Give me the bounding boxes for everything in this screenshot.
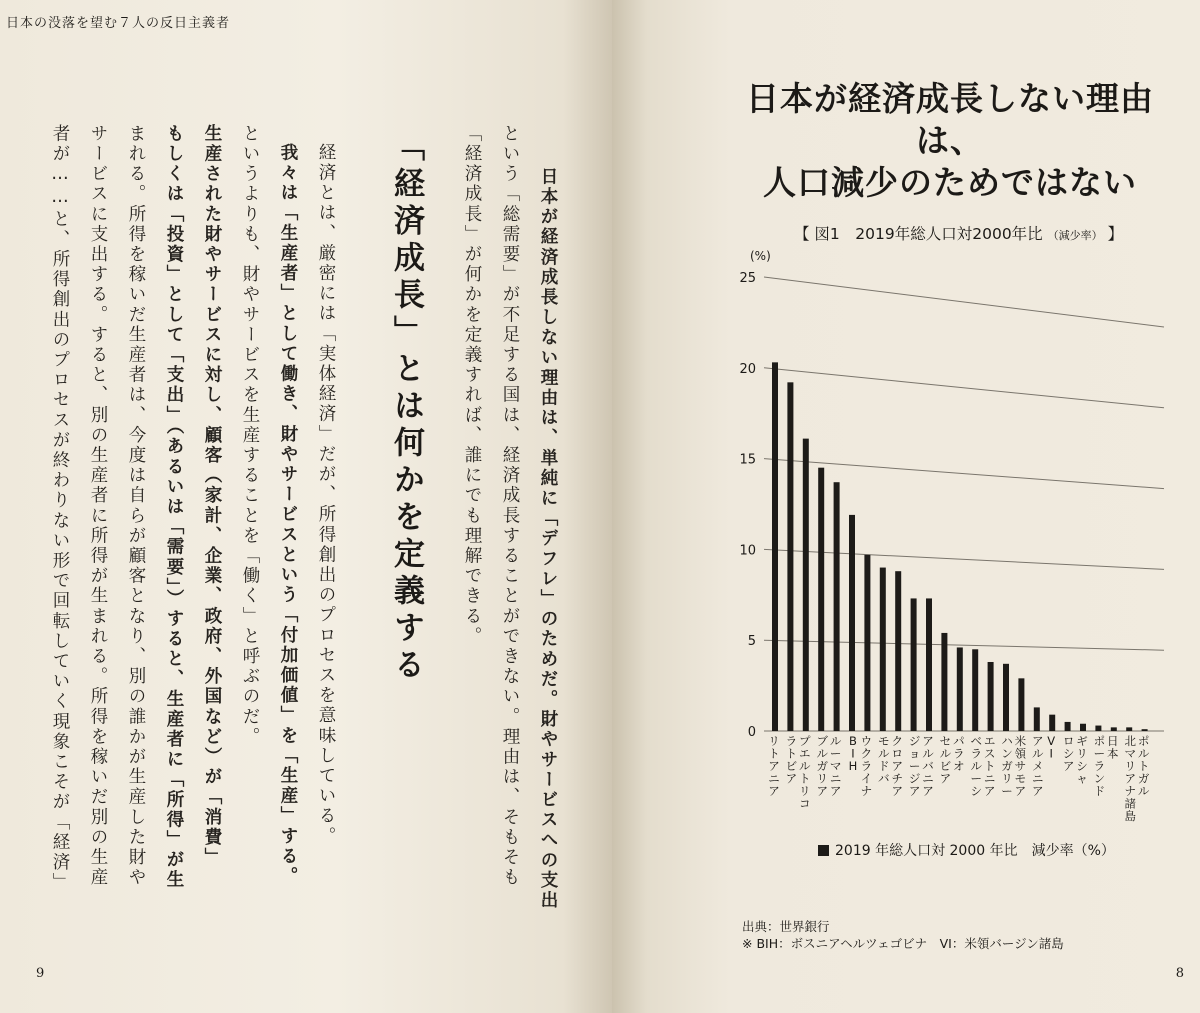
section-heading: 「経済成長」とは何かを定義する [388, 130, 424, 685]
gridline [764, 277, 1164, 327]
bar [880, 568, 886, 731]
abbreviation-note: ※ BIH：ボスニアヘルツェゴビナ VI：米領バージン諸島 [742, 936, 1064, 951]
x-tick-label: ポルトガル [1137, 734, 1150, 798]
right-page [612, 0, 1200, 1013]
body-line-6: というよりも、財やサービスを生産することを「働く」と呼ぶのだ。 [240, 124, 260, 748]
x-tick-label: ブルガリア [816, 734, 828, 798]
x-tick-label: B I H [848, 734, 858, 773]
y-axis-unit: (%) [750, 249, 771, 263]
legend-label: 2019 年総人口対 2000 年比 減少率（%） [835, 843, 1115, 859]
x-tick-label: アルメニア [1032, 734, 1044, 798]
x-tick-label: ギリシャ [1076, 734, 1088, 786]
body-line-5: 我々は「生産者」として働き、財やサービスという「付加価値」を「生産」する。 [278, 143, 298, 887]
chart-legend [818, 840, 1115, 860]
bar [1095, 726, 1101, 731]
body-line-1: 日本が経済成長しない理由は、単純に「デフレ」のためだ。財やサービスへの支出 [538, 167, 558, 911]
running-head: 日本の没落を望む７人の反日主義者 [6, 16, 231, 31]
bar [803, 439, 809, 731]
legend-swatch [818, 845, 829, 856]
chart-title-line-1: 日本が経済成長しない理由は、 [746, 79, 1154, 160]
y-tick-label: 20 [739, 361, 756, 377]
x-tick-label: ウクライナ [860, 734, 873, 798]
bar [957, 647, 963, 731]
bar [1049, 715, 1055, 731]
bar [1034, 707, 1040, 731]
bar [988, 662, 994, 731]
x-tick-label: モルドバ [878, 734, 890, 786]
y-tick-label: 0 [747, 725, 756, 740]
body-line-11: 者が……と、所得創出のプロセスが終わりない形で回転していく現象こそが「経済」 [50, 124, 70, 893]
bar [1111, 727, 1117, 731]
figure-label-text: 【 図1 2019年総人口対2000年比 [794, 225, 1043, 243]
y-tick-label: 15 [739, 452, 756, 468]
x-tick-label: V I [1047, 734, 1056, 761]
source-note: 出典：世界銀行 [742, 919, 830, 934]
x-tick-label: ラトビア [785, 734, 798, 786]
bar [1065, 722, 1071, 731]
bar [972, 649, 978, 731]
page-number-right: 8 [1175, 966, 1184, 981]
body-line-3: 「経済成長」が何かを定義すれば、誰にでも理解できる。 [462, 124, 482, 647]
x-tick-label: 北マリアナ諸島 [1124, 734, 1136, 823]
body-line-4: 経済とは、厳密には「実体経済」だが、所得創出のプロセスを意味している。 [316, 143, 336, 847]
bar [787, 382, 793, 731]
x-tick-label: ジョージア [908, 734, 921, 798]
x-tick-label: リトアニア [768, 734, 780, 798]
bar [834, 482, 840, 731]
body-line-8: もしくは「投資」として「支出」（あるいは「需要」）すると、生産者に「所得」が生 [164, 124, 184, 891]
x-tick-label: クロアチア [891, 734, 903, 798]
bar [772, 362, 778, 731]
bar-chart [612, 0, 1200, 1013]
x-tick-label: パラオ [953, 734, 965, 773]
figure-label-small: （減少率） [1047, 229, 1103, 242]
body-line-10: サービスに支出する。すると、別の生産者に所得が生まれる。所得を稼いだ別の生産 [88, 124, 108, 888]
x-tick-label: ハンガリー [1001, 734, 1013, 798]
figure-label-close: 】 [1107, 225, 1124, 243]
body-line-7: 生産された財やサービスに対し、顧客（家計、企業、政府、外国など）が「消費」 [202, 124, 222, 868]
x-tick-label: 米領サモア [1014, 734, 1027, 798]
bar [864, 555, 870, 731]
x-tick-label: プエルトリコ [799, 734, 811, 811]
x-tick-label: エストニア [983, 734, 996, 798]
y-tick-label: 5 [747, 634, 756, 650]
y-tick-label: 25 [739, 271, 756, 286]
x-tick-label: ルーマニア [829, 734, 842, 798]
x-tick-label: ベラルーシ [970, 734, 982, 798]
x-tick-label: ポーランド [1093, 734, 1106, 798]
gridline [764, 368, 1164, 408]
bar [1018, 678, 1024, 731]
x-tick-label: アルバニア [922, 734, 934, 798]
page-number-left: 9 [36, 966, 45, 981]
x-tick-label: ロシア [1062, 734, 1075, 773]
y-tick-label: 10 [739, 543, 756, 559]
chart-title-line-2: 人口減少のためではない [763, 163, 1137, 202]
bar [1080, 724, 1086, 731]
bar [818, 468, 824, 731]
bar [1142, 729, 1148, 731]
bar [941, 633, 947, 731]
bar [911, 598, 917, 731]
x-tick-label: 日本 [1107, 734, 1119, 761]
body-line-9: まれる。所得を稼いだ生産者は、今度は自らが顧客となり、別の誰かが生産した財や [126, 124, 146, 888]
bar [1003, 664, 1009, 731]
bar [849, 515, 855, 731]
body-line-2: という「総需要」が不足する国は、経済成長することができない。理由は、そもそも [500, 124, 520, 888]
x-tick-label: セルビア [939, 734, 952, 786]
bar [895, 571, 901, 731]
bar [926, 598, 932, 731]
bar [1126, 727, 1132, 731]
